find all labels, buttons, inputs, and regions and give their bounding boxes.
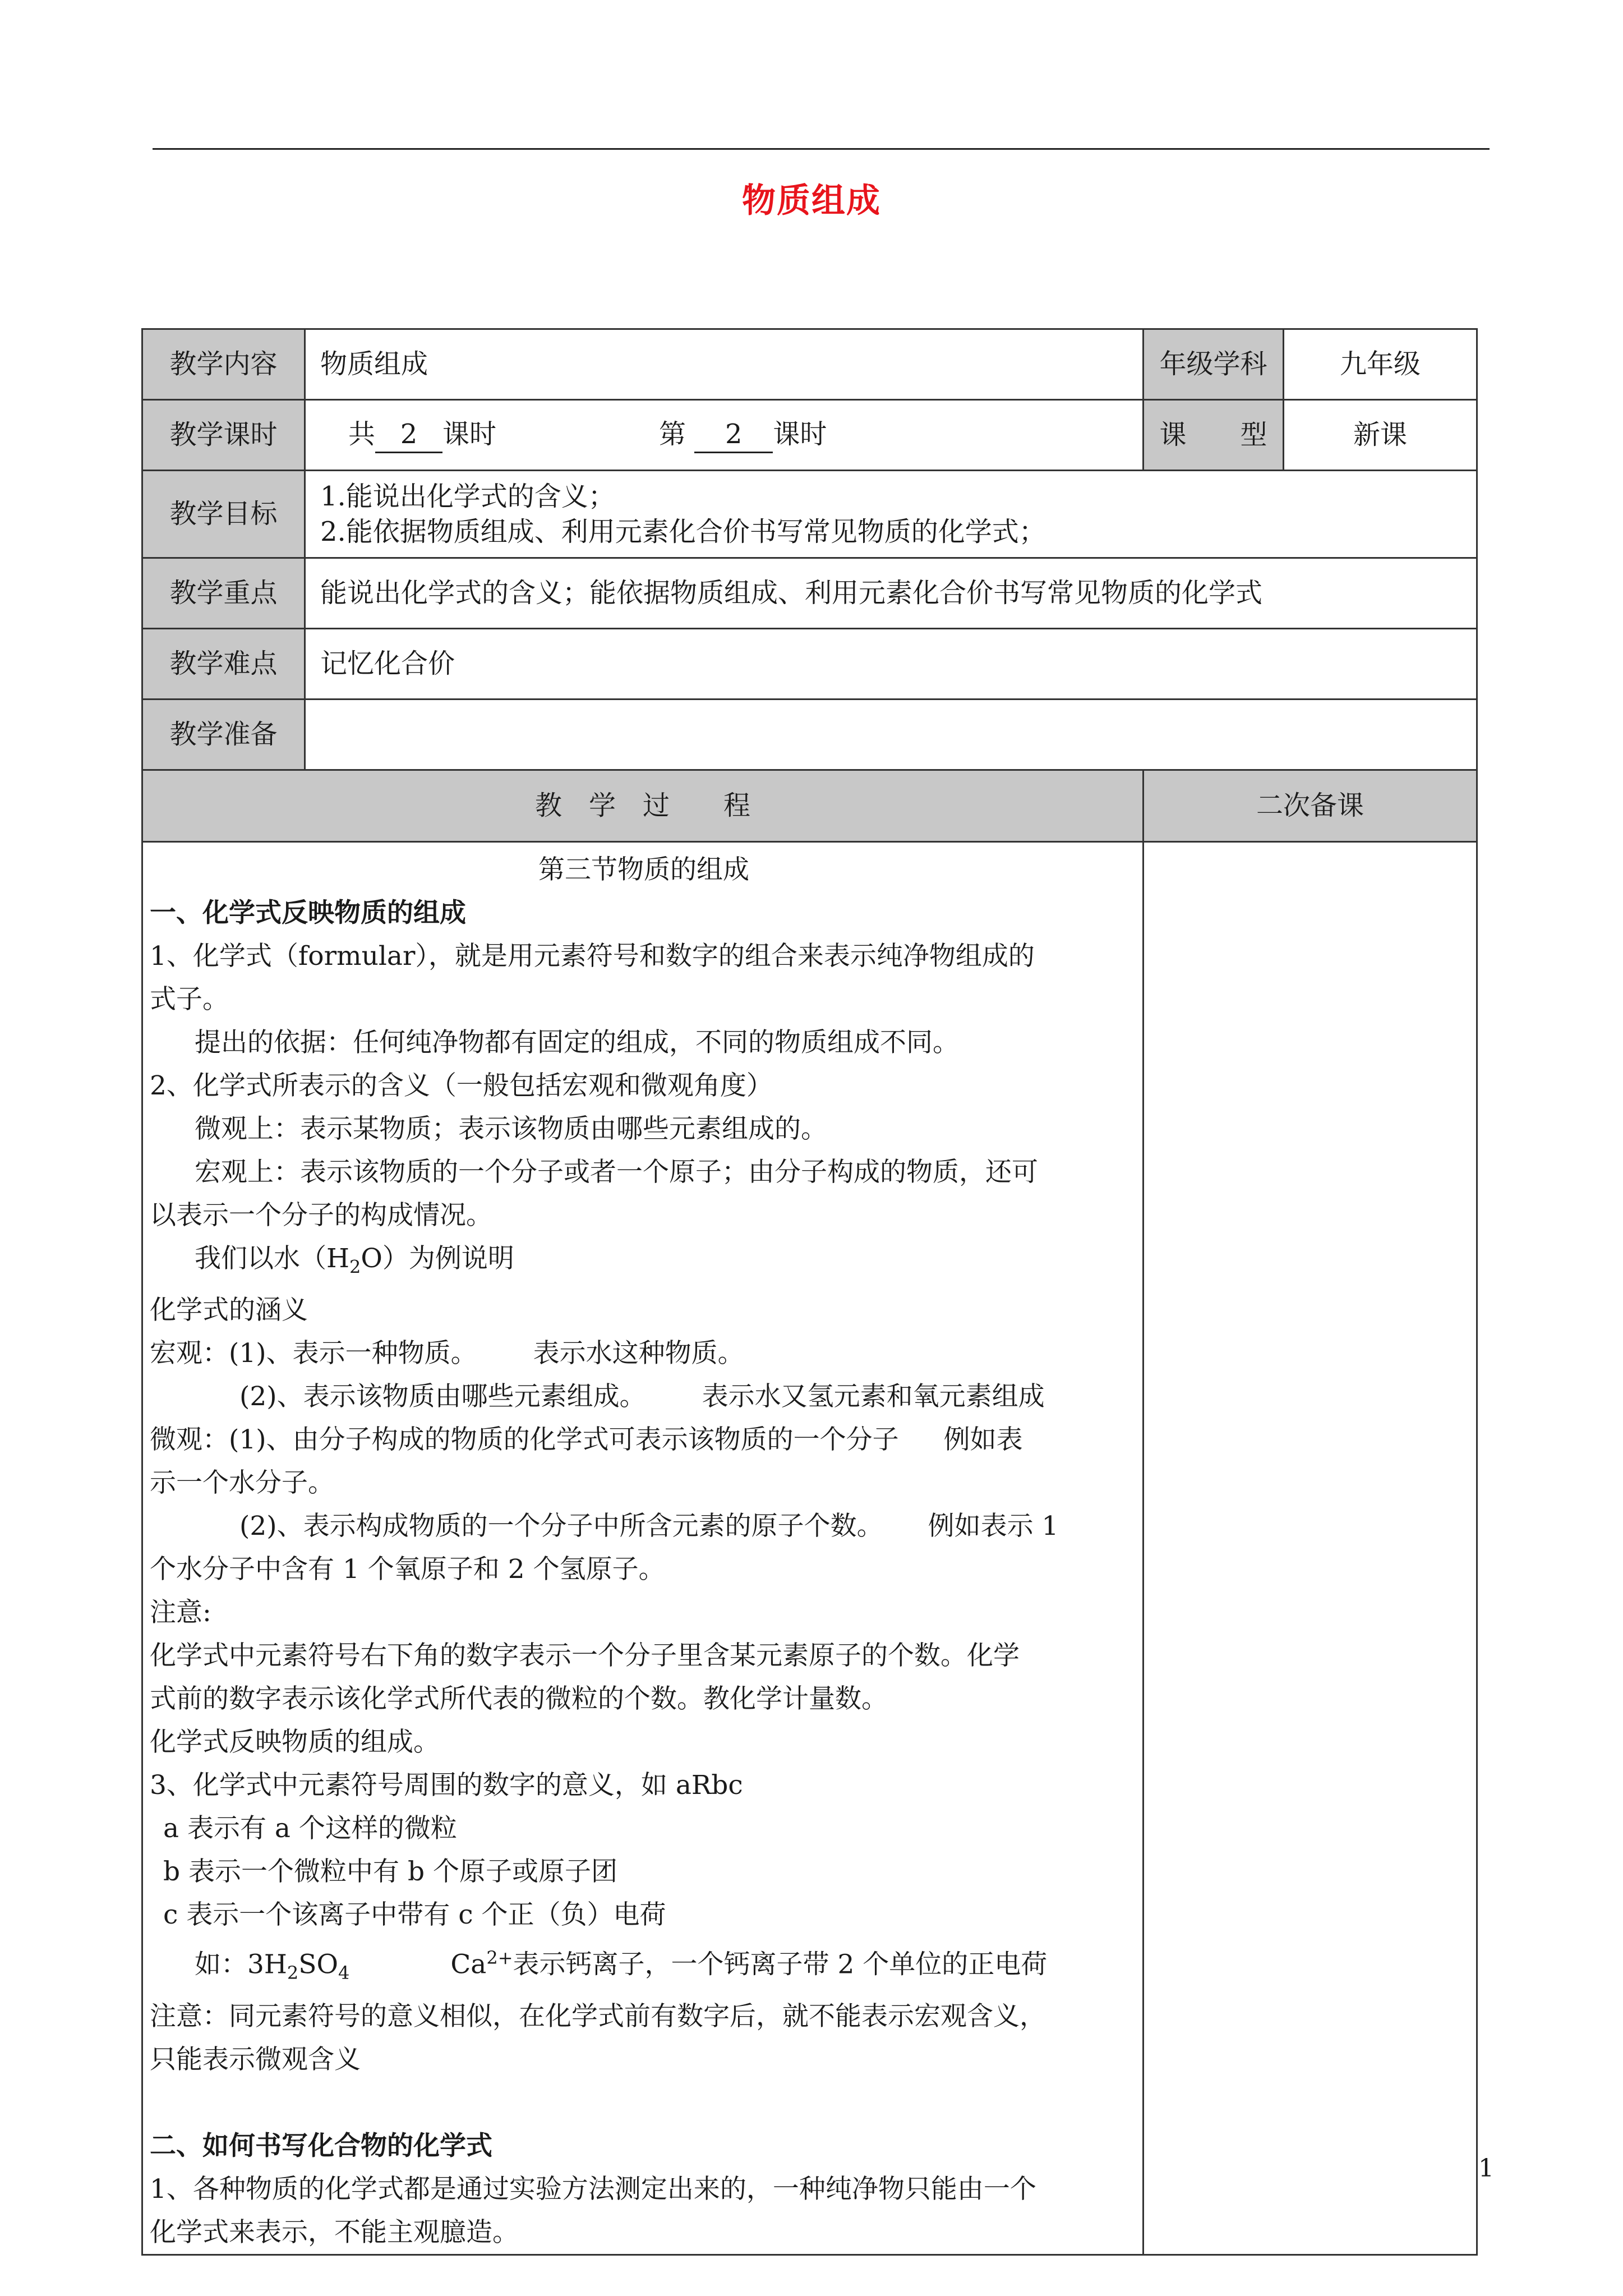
label-type: 课 型 — [1144, 400, 1284, 471]
paragraph: 化学式来表示，不能主观臆造。 — [150, 2217, 519, 2248]
label-periods: 教学课时 — [142, 400, 305, 471]
label-teaching-process: 教 学 过 程 — [142, 770, 1144, 842]
paragraph: 化学式的涵义 — [150, 1295, 308, 1326]
value-periods: 共 2 课时 第 2 课时 — [305, 400, 1144, 471]
paragraph: 化学式反映物质的组成。 — [150, 1727, 440, 1758]
value-key-points: 能说出化学式的含义；能依据物质组成、利用元素化合价书写常见物质的化学式 — [305, 558, 1477, 629]
value-type: 新课 — [1284, 400, 1477, 471]
paragraph: 2、化学式所表示的含义（一般包括宏观和微观角度） — [150, 1070, 773, 1101]
heading-2: 二、如何书写化合物的化学式 — [150, 2131, 492, 2162]
paragraph: 式子。 — [150, 984, 229, 1015]
second-prep-content — [1144, 842, 1477, 2255]
goal-1: 1.能说出化学式的含义； — [320, 481, 615, 513]
paragraph: 示一个水分子。 — [150, 1467, 334, 1499]
label-key-points: 教学重点 — [142, 558, 305, 629]
water-example-line: 我们以水$(H_2O)$为例说明 — [195, 1243, 514, 1278]
paragraph: 注意：同元素符号的意义相似，在化学式前有数字后，就不能表示宏观含义， — [150, 2001, 1046, 2032]
paragraph: 微观：(1)、由分子构成的物质的化学式可表示该物质的一个分子 例如表 — [150, 1424, 1023, 1456]
paragraph: 化学式中元素符号右下角的数字表示一个分子里含某元素原子的个数。化学 — [150, 1640, 1020, 1672]
row-process-body — [142, 842, 1477, 2255]
teaching-process-content — [142, 842, 1144, 2255]
row-key-points — [142, 558, 1477, 629]
value-difficulty: 记忆化合价 — [305, 629, 1477, 700]
goal-2: 2.能依据物质组成、利用元素化合价书写常见物质的化学式； — [320, 516, 1046, 547]
paragraph: 1、各种物质的化学式都是通过实验方法测定出来的，一种纯净物只能由一个 — [150, 2174, 1036, 2205]
lesson-plan-table — [141, 328, 1476, 2248]
paragraph: 宏观：(1)、表示一种物质。 表示水这种物质。 — [150, 1338, 744, 1369]
section-title: 第三节物质的组成 — [538, 854, 749, 885]
paragraph: b 表示一个微粒中有 b 个原子或原子团 — [163, 1856, 617, 1888]
row-periods — [142, 400, 1477, 471]
row-difficulty — [142, 629, 1477, 700]
value-grade: 九年级 — [1284, 329, 1477, 400]
paragraph: 微观上：表示某物质；表示该物质由哪些元素组成的。 — [195, 1114, 827, 1144]
label-preparation: 教学准备 — [142, 700, 305, 770]
header-rule — [153, 148, 1490, 150]
paragraph: 1、化学式（formular），就是用元素符号和数字的组合来表示纯净物组成的 — [150, 941, 1035, 972]
paragraph: (2)、表示该物质由哪些元素组成。 表示水又氢元素和氧元素组成 — [239, 1381, 1045, 1412]
paragraph: 以表示一个分子的构成情况。 — [150, 1200, 492, 1231]
page-number: 1 — [1478, 2154, 1494, 2183]
paragraph: c 表示一个该离子中带有 c 个正（负）电荷 — [163, 1899, 666, 1931]
label-goals: 教学目标 — [142, 471, 305, 558]
current-period: 2 — [694, 417, 773, 453]
paragraph: 提出的依据：任何纯净物都有固定的组成，不同的物质组成不同。 — [195, 1027, 959, 1058]
label-difficulty: 教学难点 — [142, 629, 305, 700]
formula-example-line: 如：$3H_2SO_4$ $Ca^{2+}$表示钙离子，一个钙离子带 2 个单位的正电荷 — [195, 1947, 1048, 1984]
total-periods: 2 — [375, 417, 442, 453]
label-second-prep: 二次备课 — [1144, 770, 1477, 842]
paragraph: 只能表示微观含义 — [150, 2044, 361, 2076]
value-content: 物质组成 — [305, 329, 1144, 400]
paragraph: a 表示有 a 个这样的微粒 — [163, 1813, 457, 1844]
paragraph: 宏观上：表示该物质的一个分子或者一个原子；由分子构成的物质，还可 — [195, 1157, 1038, 1188]
row-process-header — [142, 770, 1477, 842]
label-content: 教学内容 — [142, 329, 305, 400]
paragraph: 注意: — [150, 1597, 211, 1628]
value-goals — [305, 471, 1477, 558]
row-content — [142, 329, 1477, 400]
paragraph: 3、化学式中元素符号周围的数字的意义，如 aRbc — [150, 1770, 743, 1801]
paragraph: (2)、表示构成物质的一个分子中所含元素的原子个数。 例如表示 1 — [239, 1511, 1059, 1542]
paragraph: 个水分子中含有 1 个氧原子和 2 个氢原子。 — [150, 1554, 665, 1585]
row-goals — [142, 471, 1477, 558]
page-title: 物质组成 — [742, 181, 881, 220]
value-preparation — [305, 700, 1477, 770]
heading-1: 一、化学式反映物质的组成 — [150, 898, 466, 928]
paragraph: 式前的数字表示该化学式所代表的微粒的个数。教化学计量数。 — [150, 1683, 888, 1715]
row-preparation — [142, 700, 1477, 770]
label-grade: 年级学科 — [1144, 329, 1284, 400]
